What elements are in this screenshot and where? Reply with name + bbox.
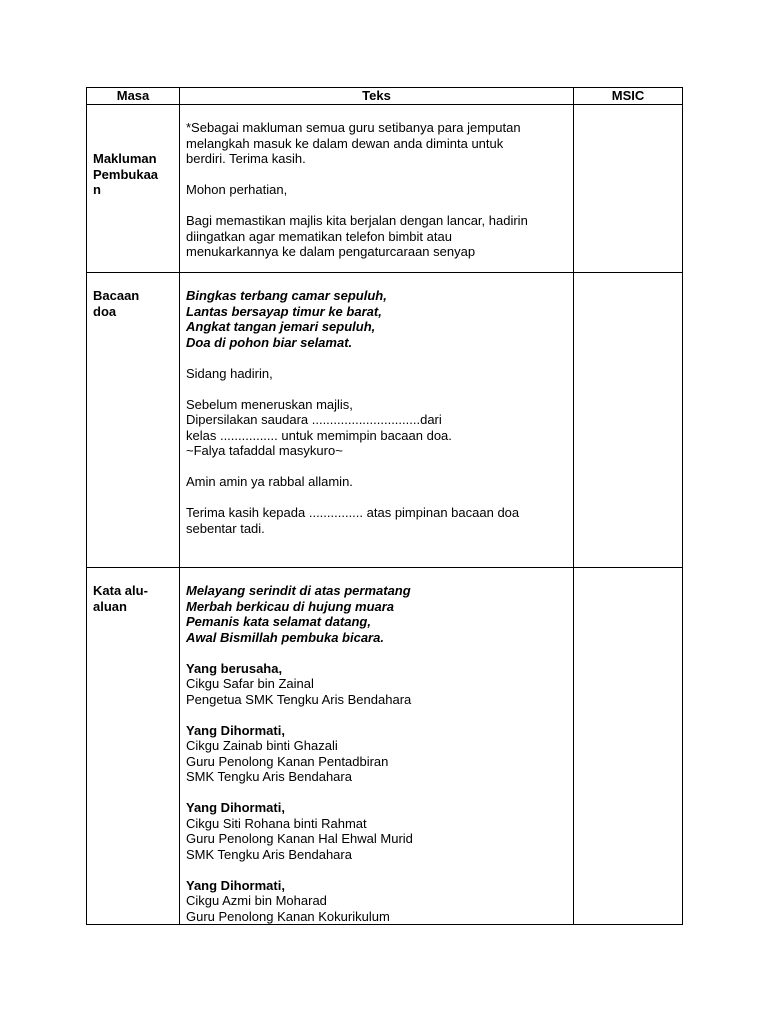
text-line: Sidang hadirin, xyxy=(186,365,273,381)
pantun-line: Pemanis kata selamat datang, xyxy=(186,614,371,629)
dignitary-line: Guru Penolong Kanan Hal Ehwal Murid xyxy=(186,831,413,846)
text-line: Sebelum meneruskan majlis, xyxy=(186,396,353,412)
masa-line: n xyxy=(93,182,101,197)
pantun-line: Doa di pohon biar selamat. xyxy=(186,334,353,350)
teks-cell xyxy=(180,105,574,273)
msic-cell xyxy=(574,273,683,568)
text-line: diingatkan agar mematikan telefon bimbit atau xyxy=(186,228,452,244)
text-line: Amin amin ya rabbal allamin. xyxy=(186,474,353,489)
text-line: Mohon perhatian, xyxy=(186,182,288,197)
dignitary-title: Yang Dihormati, xyxy=(186,800,285,815)
text-line: *Sebagai makluman semua guru setibanya para jemputan xyxy=(186,120,521,135)
text-line: melangkah masuk ke dalam dewan anda diminta untuk xyxy=(186,135,504,151)
dignitary-line: Cikgu Zainab binti Ghazali xyxy=(186,738,338,753)
dignitary-line: Pengetua SMK Tengku Aris Bendahara xyxy=(186,691,412,707)
dignitary-line: Cikgu Safar bin Zainal xyxy=(186,676,314,691)
pantun-line: Awal Bismillah pembuka bicara. xyxy=(186,629,384,645)
pantun-line: Lantas bersayap timur ke barat, xyxy=(186,303,382,319)
teks-cell xyxy=(180,273,574,568)
text-line: Dipersilakan saudara ..............................dari xyxy=(186,412,442,427)
masa-line: Kata alu- xyxy=(93,583,148,598)
dignitary-line: Guru Penolong Kanan Pentadbiran xyxy=(186,753,389,769)
text-line: sebentar tadi. xyxy=(186,520,265,536)
pantun-line: Angkat tangan jemari sepuluh, xyxy=(186,319,376,334)
header-masa: Masa xyxy=(87,88,180,105)
header-teks: Teks xyxy=(180,88,574,105)
msic-cell xyxy=(574,568,683,925)
table-row xyxy=(87,105,683,273)
masa-cell xyxy=(87,273,180,568)
text-line: menukarkannya ke dalam pengaturcaraan senyap xyxy=(186,244,476,259)
dignitary-line: Cikgu Siti Rohana binti Rahmat xyxy=(186,815,367,831)
event-script-table xyxy=(86,87,683,925)
text-line: Terima kasih kepada ............... atas pimpinan bacaan doa xyxy=(186,505,520,520)
pantun-line: Bingkas terbang camar sepuluh, xyxy=(186,288,387,303)
masa-line: Makluman xyxy=(93,151,157,166)
masa-line: doa xyxy=(93,303,117,319)
teks-cell xyxy=(180,568,574,925)
dignitary-line: Guru Penolong Kanan Kokurikulum xyxy=(186,908,390,924)
masa-cell xyxy=(87,568,180,925)
text-line: kelas ................ untuk memimpin bacaan doa. xyxy=(186,427,452,443)
text-line: ~Falya tafaddal masykuro~ xyxy=(186,443,343,458)
masa-cell xyxy=(87,105,180,273)
table-row xyxy=(87,568,683,925)
pantun-line: Melayang serindit di atas permatang xyxy=(186,583,411,598)
dignitary-title: Yang Dihormati, xyxy=(186,877,285,893)
text-line: Bagi memastikan majlis kita berjalan dengan lancar, hadirin xyxy=(186,213,528,228)
dignitary-line: SMK Tengku Aris Bendahara xyxy=(186,769,352,784)
dignitary-title: Yang berusaha, xyxy=(186,660,283,676)
header-msic: MSIC xyxy=(574,88,683,105)
table-row xyxy=(87,273,683,568)
table-header-row xyxy=(87,88,683,105)
dignitary-title: Yang Dihormati, xyxy=(186,722,285,738)
dignitary-line: Cikgu Azmi bin Moharad xyxy=(186,893,327,908)
masa-line: Bacaan xyxy=(93,288,140,303)
dignitary-line: SMK Tengku Aris Bendahara xyxy=(186,846,352,862)
text-line: berdiri. Terima kasih. xyxy=(186,151,306,166)
masa-line: aluan xyxy=(93,598,127,614)
pantun-line: Merbah berkicau di hujung muara xyxy=(186,598,395,614)
msic-cell xyxy=(574,105,683,273)
masa-line: Pembukaa xyxy=(93,166,159,182)
